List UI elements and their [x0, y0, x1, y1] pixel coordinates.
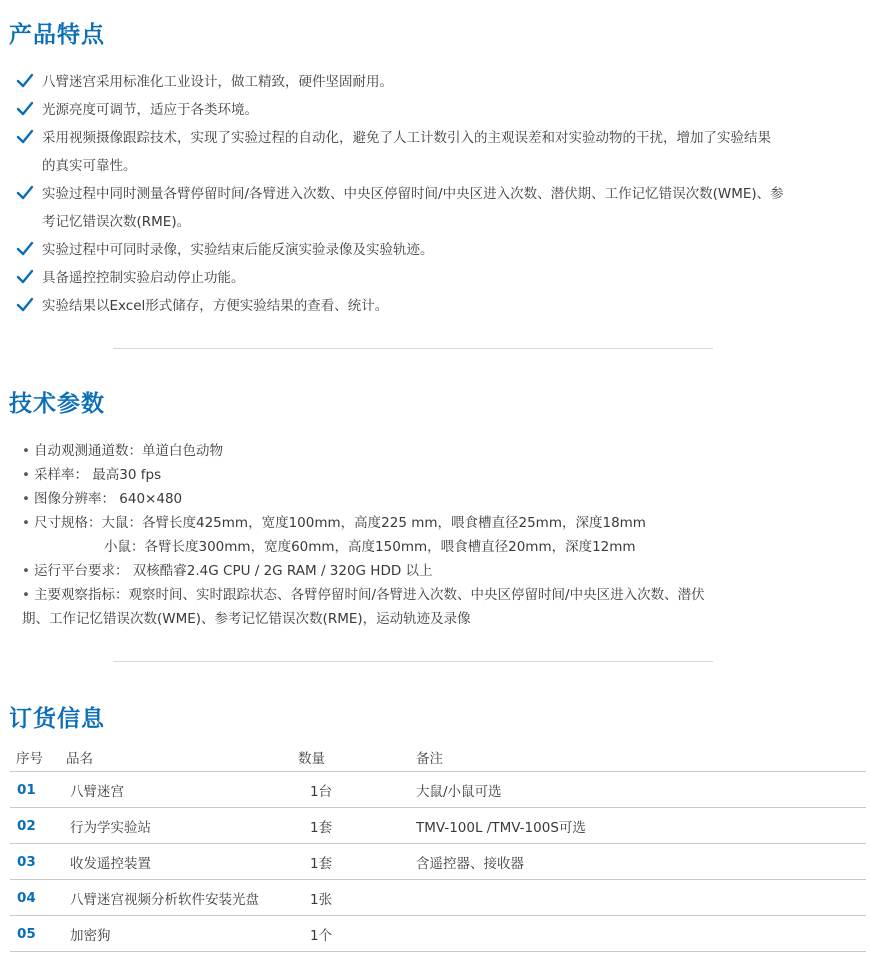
row-name: 行为学实验站	[66, 808, 298, 844]
feature-text: 光源亮度可调节，适应于各类环境。	[42, 102, 258, 118]
table-row	[10, 808, 866, 844]
check-icon	[16, 297, 34, 313]
feature-item	[16, 180, 856, 236]
feature-item	[16, 124, 856, 180]
feature-item	[16, 96, 856, 124]
bullet: •	[22, 587, 30, 603]
table-header-row	[10, 743, 866, 772]
order-table	[10, 743, 866, 952]
spec-item	[22, 583, 852, 631]
row-no: 01	[10, 772, 66, 808]
feature-item	[16, 264, 856, 292]
row-qty: 1套	[298, 844, 416, 880]
feature-text: 八臂迷宫采用标准化工业设计，做工精致，硬件坚固耐用。	[42, 74, 393, 90]
row-qty: 1个	[298, 916, 416, 952]
feature-item	[16, 292, 856, 320]
feature-text: 具备遥控控制实验启动停止功能。	[42, 270, 245, 286]
row-qty: 1台	[298, 772, 416, 808]
table-row	[10, 916, 866, 952]
bullet: •	[22, 467, 30, 483]
spec-item	[22, 463, 852, 487]
row-note: 含遥控器、接收器	[416, 844, 866, 880]
bullet: •	[22, 443, 30, 459]
row-qty: 1张	[298, 880, 416, 916]
feature-item	[16, 68, 856, 96]
check-icon	[16, 129, 34, 145]
header-qty: 数量	[298, 743, 416, 772]
specs-list	[22, 439, 852, 631]
feature-text: 实验过程中同时测量各臂停留时间/各臂进入次数、中央区停留时间/中央区进入次数、潜伏期、工作记忆错误次数(WME)、参	[42, 186, 784, 202]
check-icon	[16, 101, 34, 117]
spec-text: 主要观察指标：观察时间、实时跟踪状态、各臂停留时间/各臂进入次数、中央区停留时间/中央区进入次数、潜伏	[34, 587, 705, 603]
row-no: 03	[10, 844, 66, 880]
feature-text: 采用视频摄像跟踪技术，实现了实验过程的自动化，避免了人工计数引入的主观误差和对实验动物的干扰，增加了实验结果	[42, 130, 771, 146]
table-row	[10, 880, 866, 916]
check-icon	[16, 185, 34, 201]
spec-text: 自动观测通道数：单道白色动物	[34, 443, 223, 459]
spec-text-cont: 期、工作记忆错误次数(WME)、参考记忆错误次数(RME)，运动轨迹及录像	[22, 611, 471, 627]
spec-item	[22, 487, 852, 511]
row-note	[416, 880, 866, 916]
header-no: 序号	[10, 743, 66, 772]
bullet: •	[22, 563, 30, 579]
order-title: 订货信息	[9, 706, 105, 732]
row-note	[416, 916, 866, 952]
check-icon	[16, 269, 34, 285]
row-name: 八臂迷宫	[66, 772, 298, 808]
feature-text: 实验过程中可同时录像，实验结束后能反演实验录像及实验轨迹。	[42, 242, 434, 258]
spec-text: 图像分辨率： 640×480	[34, 491, 183, 507]
spec-text: 运行平台要求： 双核酷睿2.4G CPU / 2G RAM / 320G HDD 以上	[34, 563, 433, 579]
row-note: TMV-100L /TMV-100S可选	[416, 808, 866, 844]
row-qty: 1套	[298, 808, 416, 844]
feature-item	[16, 236, 856, 264]
spec-item	[22, 559, 852, 583]
bullet: •	[22, 491, 30, 507]
row-no: 04	[10, 880, 66, 916]
feature-text: 实验结果以Excel形式储存，方便实验结果的查看、统计。	[42, 298, 389, 314]
features-list	[16, 68, 856, 320]
row-note: 大鼠/小鼠可选	[416, 772, 866, 808]
section-divider	[113, 661, 713, 662]
specs-title: 技术参数	[9, 391, 105, 417]
feature-text-cont: 的真实可靠性。	[42, 158, 137, 174]
row-name: 八臂迷宫视频分析软件安装光盘	[66, 880, 298, 916]
check-icon	[16, 241, 34, 257]
table-row	[10, 844, 866, 880]
spec-text-cont: 小鼠：各臂长度300mm，宽度60mm，高度150mm，喂食槽直径20mm，深度12mm	[104, 539, 636, 555]
row-name: 收发遥控装置	[66, 844, 298, 880]
row-no: 05	[10, 916, 66, 952]
spec-text: 采样率： 最高30 fps	[34, 467, 162, 483]
spec-text: 尺寸规格：大鼠：各臂长度425mm，宽度100mm，高度225 mm，喂食槽直径25mm，深度18mm	[34, 515, 646, 531]
check-icon	[16, 73, 34, 89]
header-note: 备注	[416, 743, 866, 772]
feature-text-cont: 考记忆错误次数(RME)。	[42, 214, 191, 230]
header-name: 品名	[66, 743, 298, 772]
features-title: 产品特点	[9, 22, 105, 48]
section-divider	[113, 348, 713, 349]
table-row	[10, 772, 866, 808]
spec-item	[22, 511, 852, 559]
row-name: 加密狗	[66, 916, 298, 952]
row-no: 02	[10, 808, 66, 844]
spec-item	[22, 439, 852, 463]
bullet: •	[22, 515, 30, 531]
